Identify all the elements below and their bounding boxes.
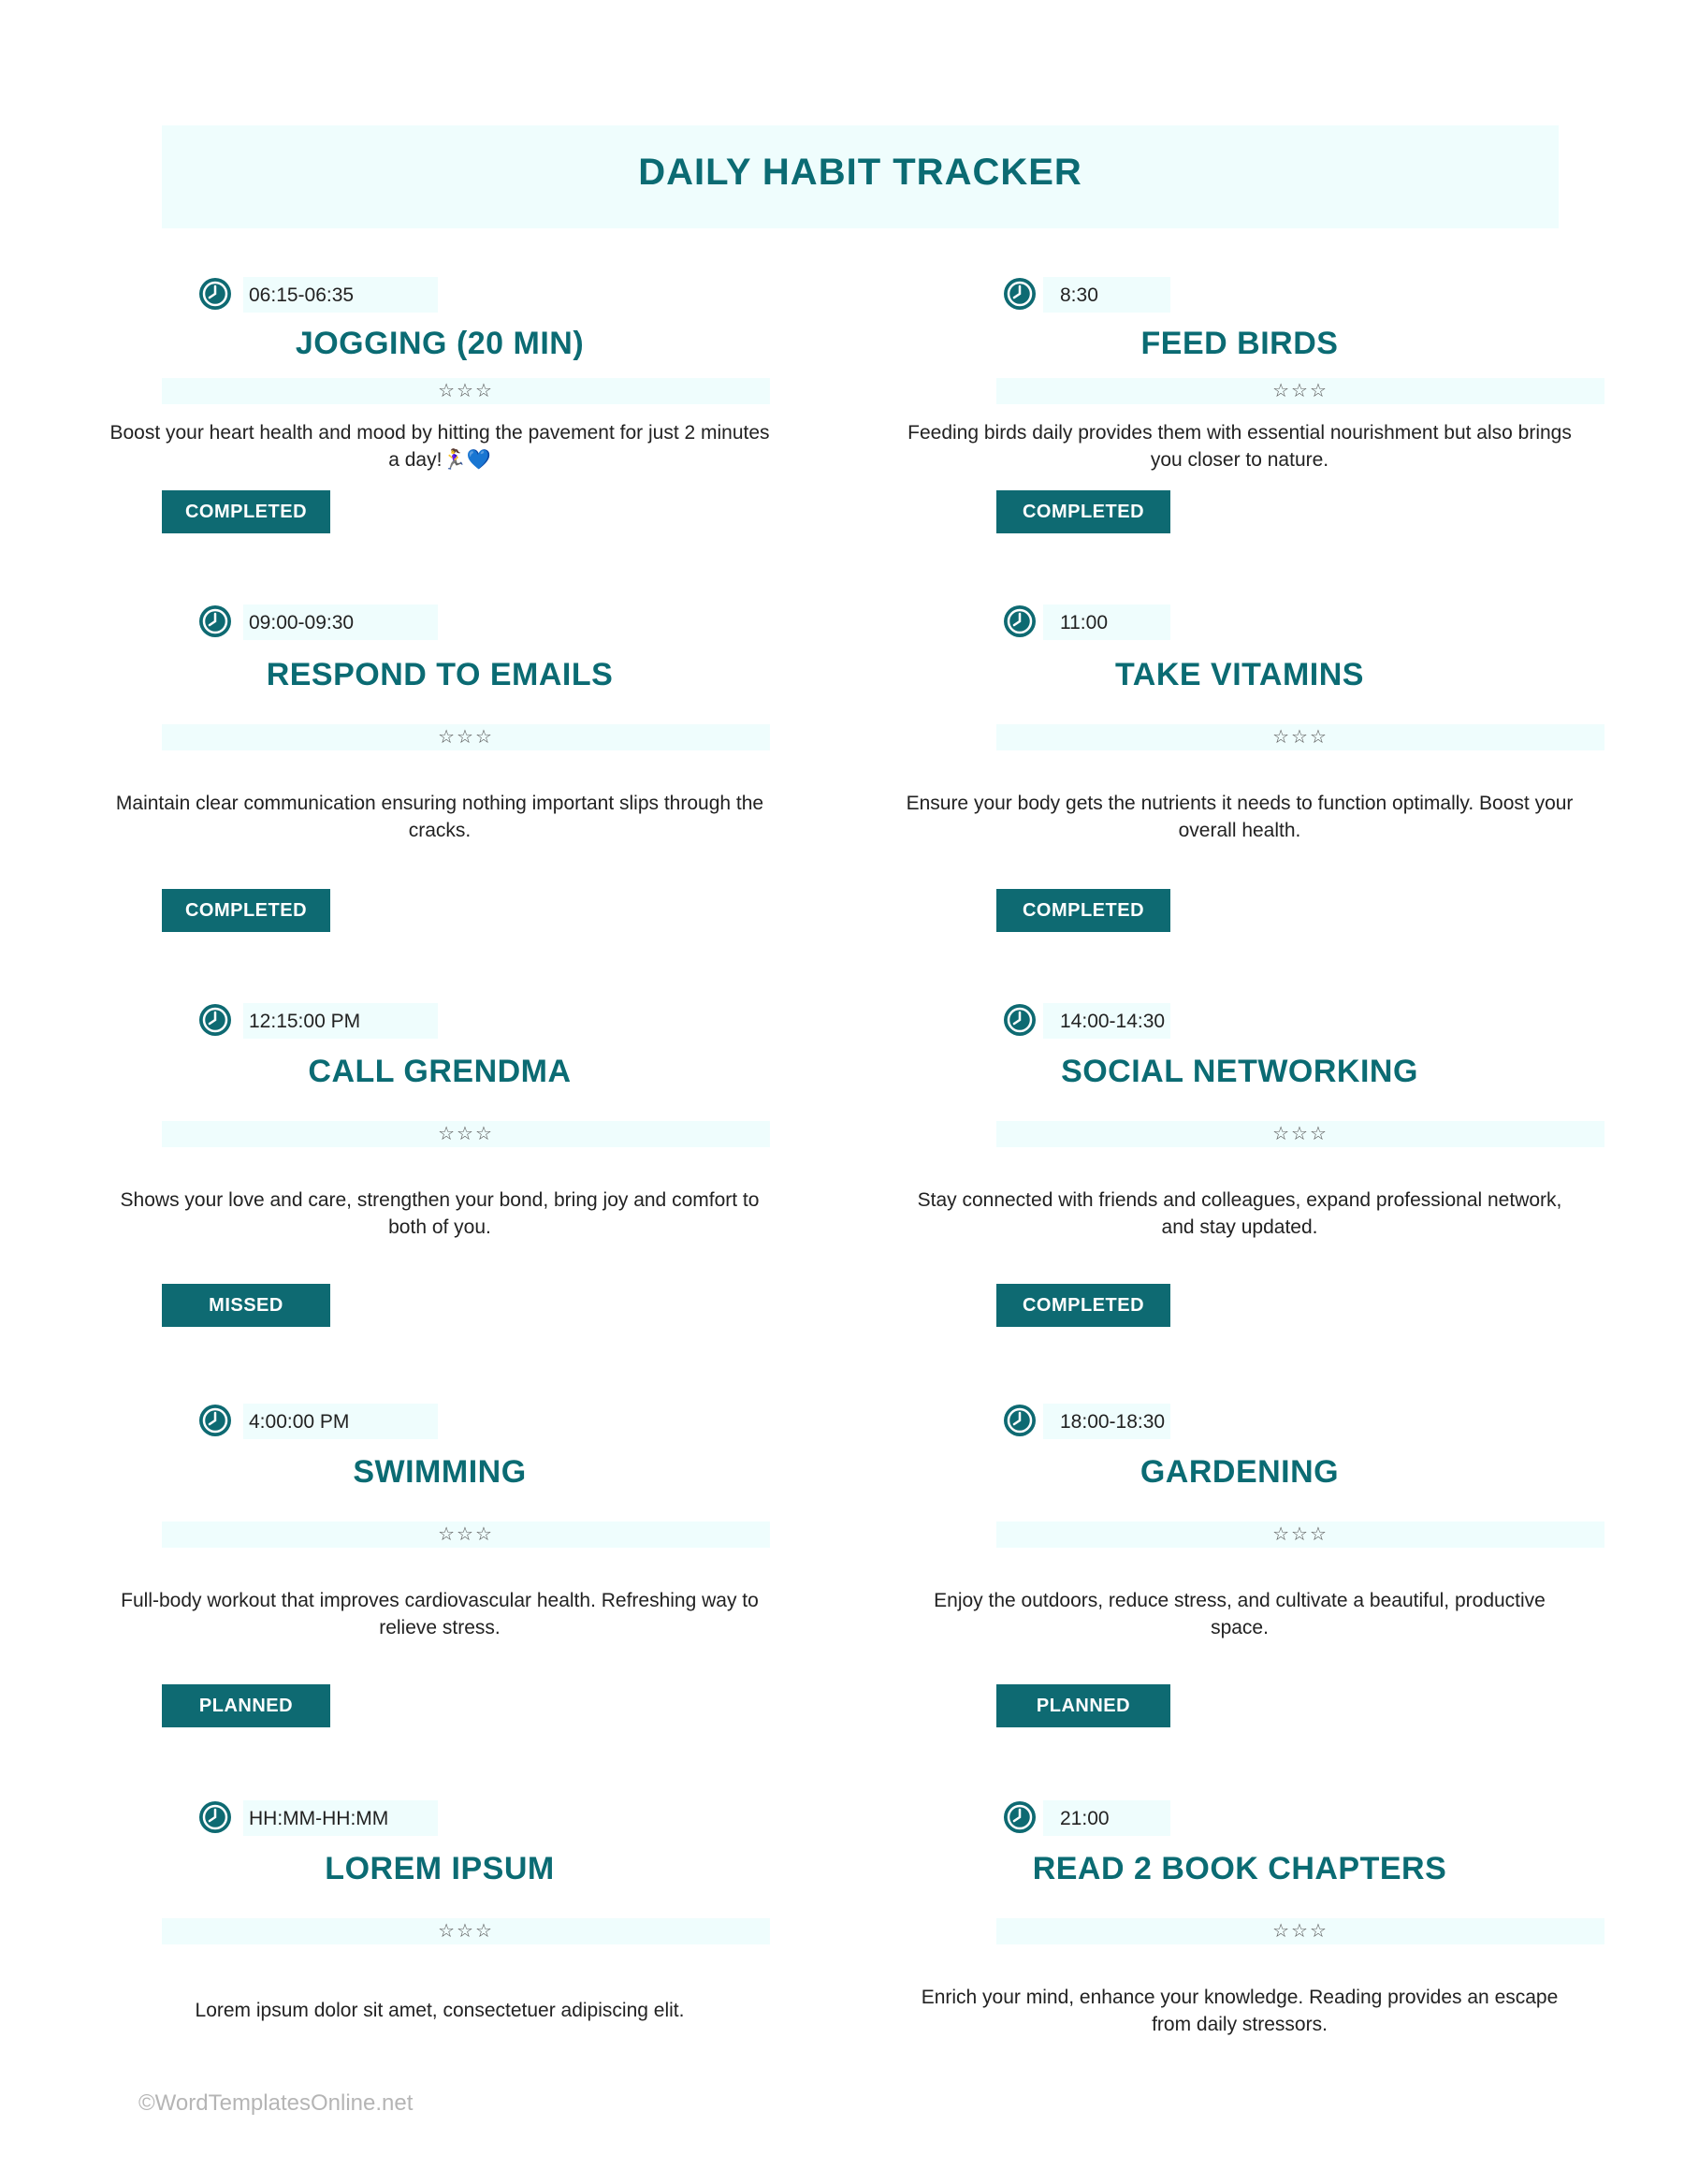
- habit-description: Ensure your body gets the nutrients it needs to function optimally. Boost your overall health.: [906, 793, 1574, 841]
- habit-title: READ 2 BOOK CHAPTERS: [1032, 1851, 1447, 1886]
- habit-time: 12:15:00 PM: [249, 1011, 361, 1032]
- star-rating[interactable]: ☆☆☆: [438, 1124, 494, 1144]
- habit-card-social-networking: [903, 994, 1614, 1387]
- habit-title: FEED BIRDS: [1140, 326, 1339, 361]
- clock-icon: [1001, 1001, 1038, 1039]
- habit-card-respond-emails: [103, 595, 814, 988]
- status-badge[interactable]: COMPLETED: [996, 889, 1170, 932]
- habit-time: 18:00-18:30: [1060, 1411, 1166, 1433]
- habit-title: CALL GRENDMA: [308, 1054, 572, 1089]
- habit-title: SWIMMING: [353, 1454, 527, 1490]
- habit-title: LOREM IPSUM: [325, 1851, 555, 1886]
- clock-icon: [196, 1402, 234, 1439]
- habit-description: Enrich your mind, enhance your knowledge. Reading provides an escape from daily stressors.: [921, 1987, 1559, 2035]
- star-rating[interactable]: ☆☆☆: [438, 1921, 494, 1942]
- habit-card-read-book: [903, 1791, 1614, 2184]
- habit-card-lorem-ipsum: [103, 1791, 814, 2184]
- habit-time: 21:00: [1060, 1808, 1110, 1829]
- habit-description: Maintain clear communication ensuring nothing important slips through the cracks.: [115, 793, 764, 841]
- clock-icon: [196, 1001, 234, 1039]
- habit-title: SOCIAL NETWORKING: [1061, 1054, 1418, 1089]
- status-badge[interactable]: COMPLETED: [996, 490, 1170, 533]
- habit-description: Stay connected with friends and colleagues, expand professional network, and stay updated.: [917, 1189, 1562, 1238]
- habit-title: GARDENING: [1140, 1454, 1340, 1490]
- status-badge[interactable]: PLANNED: [162, 1684, 330, 1727]
- habit-card-take-vitamins: [903, 595, 1614, 988]
- habit-title: TAKE VITAMINS: [1115, 657, 1364, 692]
- star-rating[interactable]: ☆☆☆: [438, 1524, 494, 1545]
- page-title: DAILY HABIT TRACKER: [638, 152, 1082, 193]
- habit-description: Feeding birds daily provides them with essential nourishment but also brings you closer to nature.: [907, 422, 1572, 471]
- clock-icon: [196, 275, 234, 313]
- habit-description: Shows your love and care, strengthen your bond, bring joy and comfort to both of you.: [120, 1189, 760, 1238]
- habit-time: 14:00-14:30: [1060, 1011, 1166, 1032]
- habit-card-swimming: [103, 1394, 814, 1787]
- habit-time: 11:00: [1060, 612, 1108, 633]
- habit-description: Full-body workout that improves cardiovascular health. Refreshing way to relieve stress.: [121, 1590, 759, 1638]
- habit-description: Lorem ipsum dolor sit amet, consectetuer adipiscing elit.: [195, 2000, 685, 2021]
- status-badge[interactable]: COMPLETED: [996, 1284, 1170, 1327]
- status-badge[interactable]: COMPLETED: [162, 490, 330, 533]
- habit-card-call-grendma: [103, 994, 814, 1387]
- habit-time: 4:00:00 PM: [249, 1411, 350, 1433]
- habit-time: 06:15-06:35: [249, 284, 355, 306]
- habit-description: Enjoy the outdoors, reduce stress, and cultivate a beautiful, productive space.: [934, 1590, 1546, 1638]
- status-badge[interactable]: COMPLETED: [162, 889, 330, 932]
- clock-icon: [196, 1798, 234, 1836]
- star-rating[interactable]: ☆☆☆: [1272, 381, 1328, 401]
- habit-card-gardening: [903, 1394, 1614, 1787]
- star-rating[interactable]: ☆☆☆: [1272, 1124, 1328, 1144]
- star-rating[interactable]: ☆☆☆: [1272, 1524, 1328, 1545]
- habit-time: 8:30: [1060, 284, 1098, 306]
- status-badge[interactable]: PLANNED: [996, 1684, 1170, 1727]
- habit-description: Boost your heart health and mood by hitting the pavement for just 2 minutes a day!🏃‍♀️💙: [109, 422, 770, 471]
- footer-copyright: ©WordTemplatesOnline.net: [138, 2090, 414, 2116]
- clock-icon: [196, 603, 234, 640]
- habit-time: 09:00-09:30: [249, 612, 355, 633]
- clock-icon: [1001, 603, 1038, 640]
- star-rating[interactable]: ☆☆☆: [1272, 727, 1328, 748]
- habit-time: HH:MM-HH:MM: [249, 1808, 389, 1829]
- star-rating[interactable]: ☆☆☆: [1272, 1921, 1328, 1942]
- habit-title: RESPOND TO EMAILS: [266, 657, 614, 692]
- clock-icon: [1001, 1402, 1038, 1439]
- star-rating[interactable]: ☆☆☆: [438, 727, 494, 748]
- star-rating[interactable]: ☆☆☆: [438, 381, 494, 401]
- clock-icon: [1001, 1798, 1038, 1836]
- habit-title: JOGGING (20 MIN): [295, 326, 585, 361]
- status-badge[interactable]: MISSED: [162, 1284, 330, 1327]
- clock-icon: [1001, 275, 1038, 313]
